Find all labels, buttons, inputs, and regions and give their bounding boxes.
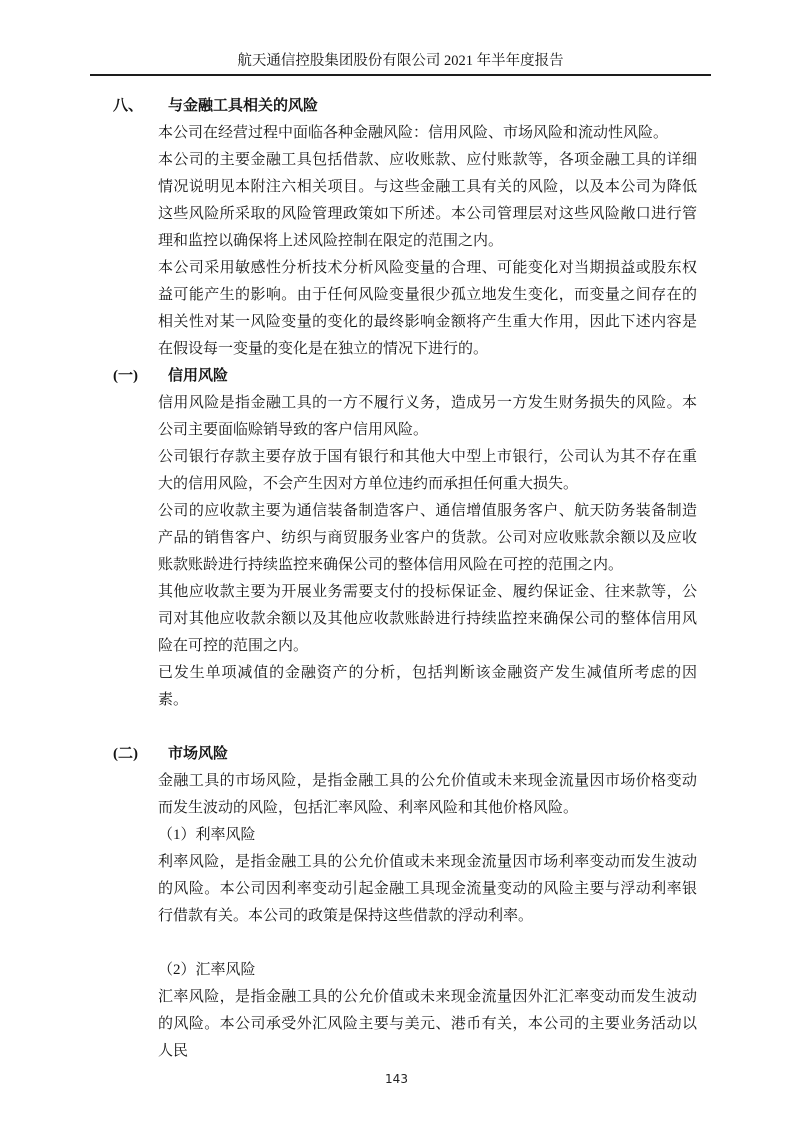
blank-line: [113, 930, 697, 957]
section-heading-financial-instrument-risks: [113, 93, 697, 120]
credit-risk-paragraph-3: 公司的应收款主要为通信装备制造客户、通信增值服务客户、航天防务装备制造产品的销售客户、纺织与商贸服务业客户的货款。公司对应收账款余额以及应收账款账龄进行持续监控来确保公司的整体信用风险在可控的范围之内。: [158, 503, 697, 573]
credit-risk-paragraph-5: 已发生单项减值的金融资产的分析，包括判断该金融资产发生减值所考虑的因素。: [158, 665, 697, 708]
subsection-heading-market-risk: [113, 741, 697, 768]
item-label-interest-rate-risk: （1）利率风险: [158, 827, 256, 843]
market-risk-paragraph-1: 金融工具的市场风险，是指金融工具的公允价值或未来现金流量因市场价格变动而发生波动的风险，包括汇率风险、利率风险和其他价格风险。: [158, 773, 697, 816]
subsection-heading-credit-risk: [113, 363, 697, 390]
interest-rate-risk-paragraph: 利率风险，是指金融工具的公允价值或未来现金流量因市场利率变动而发生波动的风险。本公司因利率变动引起金融工具现金流量变动的风险主要与浮动利率银行借款有关。本公司的政策是保持这些借款的浮动利率。: [158, 854, 697, 924]
header-divider: [90, 74, 711, 76]
section-title: 与金融工具相关的风险: [168, 98, 319, 114]
subsection-title: 市场风险: [168, 746, 229, 762]
page-number: 143: [385, 1072, 408, 1086]
subsection-number: (一): [113, 368, 138, 384]
credit-risk-paragraph-4: 其他应收款主要为开展业务需要支付的投标保证金、履约保证金、往来款等，公司对其他应收款余额以及其他应收款账龄进行持续监控来确保公司的整体信用风险在可控的范围之内。: [158, 584, 697, 654]
subsection-title: 信用风险: [168, 368, 229, 384]
credit-risk-paragraph-1: 信用风险是指金融工具的一方不履行义务，造成另一方发生财务损失的风险。本公司主要面临赊销导致的客户信用风险。: [158, 395, 697, 438]
subsection-number: (二): [113, 746, 138, 762]
exchange-rate-risk-paragraph: 汇率风险，是指金融工具的公允价值或未来现金流量因外汇汇率变动而发生波动的风险。本公司承受外汇风险主要与美元、港币有关，本公司的主要业务活动以人民: [158, 989, 697, 1059]
page-header-title: 航天通信控股集团股份有限公司 2021 年半年度报告: [237, 53, 564, 69]
item-label-exchange-rate-risk: （2）汇率风险: [158, 962, 256, 978]
intro-paragraph-1: 本公司在经营过程中面临各种金融风险：信用风险、市场风险和流动性风险。: [158, 125, 669, 141]
intro-paragraph-3: 本公司采用敏感性分析技术分析风险变量的合理、可能变化对当期损益或股东权益可能产生的影响。由于任何风险变量很少孤立地发生变化，而变量之间存在的相关性对某一风险变量的变化的最终影响金额将产生重大作用，因此下述内容是在假设每一变量的变化是在独立的情况下进行的。: [158, 260, 697, 357]
section-number: 八、: [113, 98, 144, 114]
credit-risk-paragraph-2: 公司银行存款主要存放于国有银行和其他大中型上市银行，公司认为其不存在重大的信用风险，不会产生因对方单位违约而承担任何重大损失。: [158, 449, 697, 492]
document-content: [113, 93, 697, 1065]
intro-paragraph-2: 本公司的主要金融工具包括借款、应收账款、应付账款等，各项金融工具的详细情况说明见本附注六相关项目。与这些金融工具有关的风险，以及本公司为降低这些风险所采取的风险管理政策如下所述。本公司管理层对这些风险敞口进行管理和监控以确保将上述风险控制在限定的范围之内。: [158, 152, 697, 249]
blank-line: [113, 714, 697, 741]
